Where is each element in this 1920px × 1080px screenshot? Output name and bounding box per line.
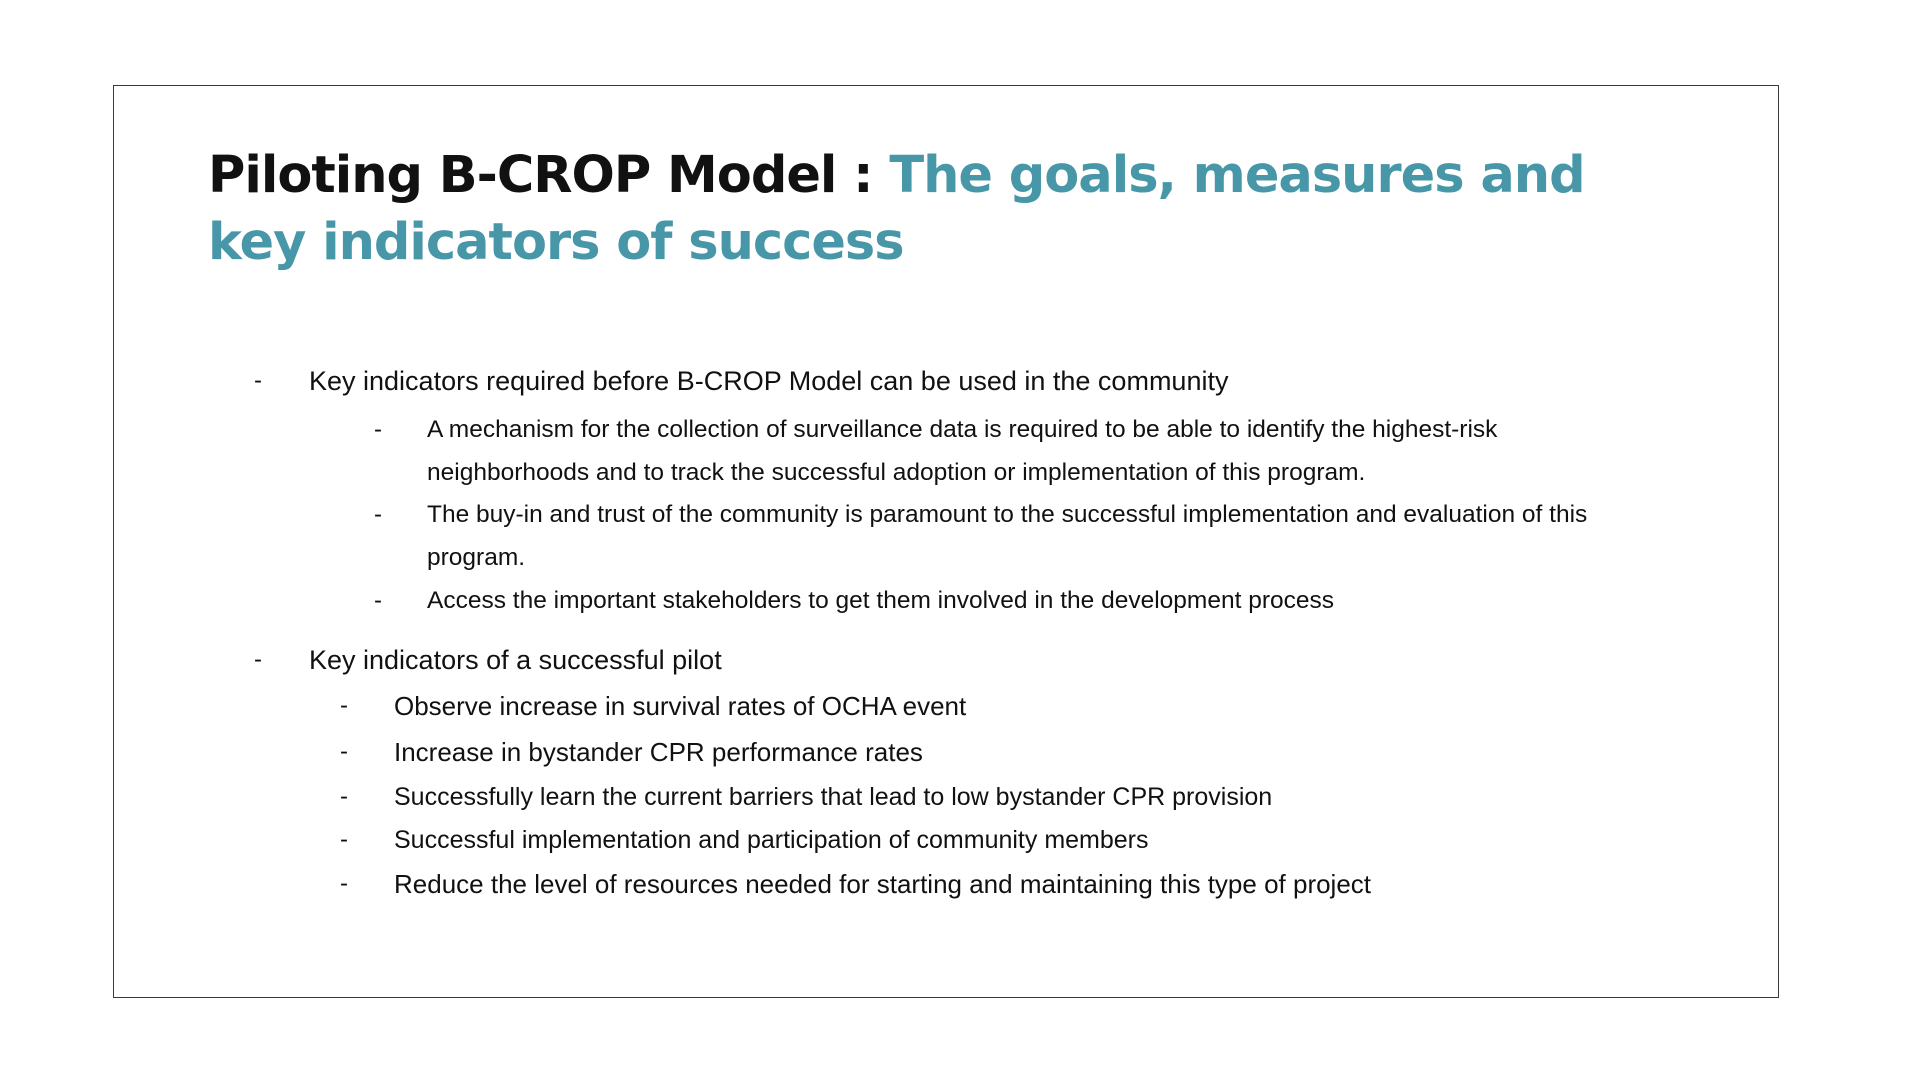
slide-title-accent: The goals, measures and key indicators of success [208,146,1585,272]
slide-title-lead: Piloting B-CROP Model : [208,146,890,205]
section-heading: Key indicators required before B-CROP Model can be used in the community [309,366,1229,396]
section-heading: Key indicators of a successful pilot [309,645,722,675]
list-item-text: Increase in bystander CPR performance rates [394,737,923,767]
bullet-dash: - [340,692,348,719]
list-item-text: The buy-in and trust of the community is paramount to the successful implementation and evaluation of this program. [427,501,1588,571]
list-item-text: Access the important stakeholders to get them involved in the development process [427,587,1334,614]
bullet-dash: - [340,738,348,765]
list-item-text: Reduce the level of resources needed for starting and maintaining this type of project [394,869,1372,899]
slide-title [208,142,1628,276]
bullet-dash: - [374,416,382,443]
slide-frame [113,85,1779,998]
bullet-dash: - [340,870,348,897]
list-item-text: Observe increase in survival rates of OCHA event [394,691,967,721]
bullet-dash: - [340,826,348,853]
list-item-text: A mechanism for the collection of surveillance data is required to be able to identify the highest-risk neighborhoods and to track the successful adoption or implementation of this program. [427,416,1498,486]
bullet-dash: - [374,587,382,614]
list-item-text: Successful implementation and participation of community members [394,826,1149,854]
bullet-dash: - [340,783,348,810]
bullet-dash: - [374,501,382,528]
bullet-dash: - [254,367,262,394]
bullet-dash: - [254,646,262,673]
list-item-text: Successfully learn the current barriers that lead to low bystander CPR provision [394,783,1273,811]
